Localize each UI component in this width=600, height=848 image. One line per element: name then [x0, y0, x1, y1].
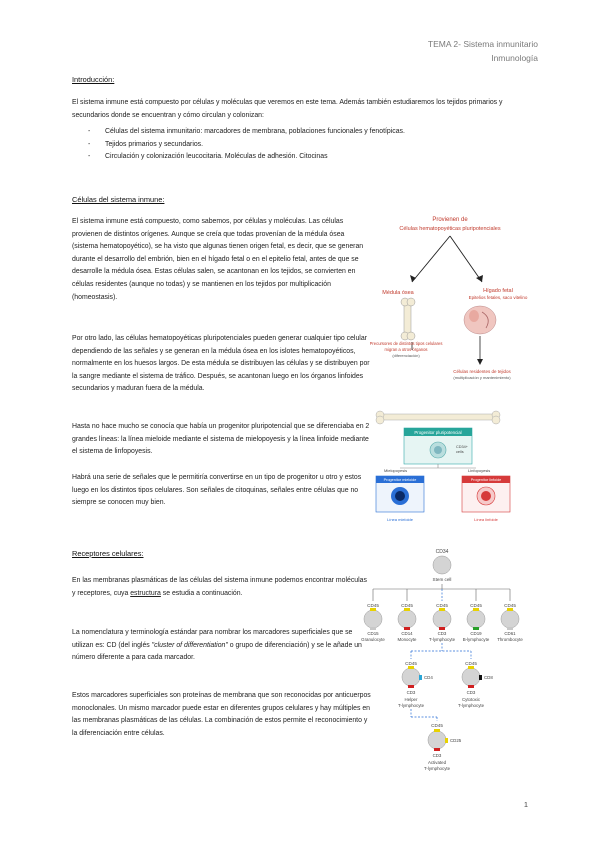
cell-name-label: T-lymphocyte: [457, 703, 485, 708]
intro-bullet: - Tejidos primarios y secundarios.: [88, 139, 528, 152]
arrow-head: [410, 275, 416, 282]
cd-top-label: CD45: [470, 603, 482, 608]
myeloid-nucleus: [395, 491, 405, 501]
activated-t-node: [424, 723, 462, 771]
monocyte-node: [397, 589, 417, 642]
arrow-left: [412, 236, 450, 282]
receptors-paragraph-1: [72, 575, 372, 600]
cd-top-label: CD45: [367, 603, 379, 608]
intro-paragraph: El sistema inmune está compuesto por células y moléculas que veremos en este tema. Además también estudiaremos los tejidos primarios y secundarios donde se encuentran y cómo circulan y colonizan:: [72, 99, 503, 119]
bone-marrow-label: Médula ósea: [382, 290, 414, 296]
progenitor-cd-label-1: CD34+: [456, 445, 468, 449]
text-span: o grupo de diferenciación) y se le añade un número diferente a para cada marcador.: [72, 641, 362, 662]
helper-t-node: [398, 661, 433, 708]
monocyte-cell: [398, 610, 416, 628]
b-lymphocyte-node: [463, 589, 490, 642]
granulocyte-node: [361, 589, 385, 642]
progenitor-cd-label-2: cells: [456, 450, 464, 454]
cd3-marker: [408, 685, 414, 688]
cd-top-label: CD45: [405, 661, 417, 666]
stem-cell-label: Stem cell: [432, 577, 452, 582]
cd-bottom-label: CD3: [466, 690, 476, 695]
intro-bullet: - Circulación y colonización leucocitaria. Moléculas de adhesión. Citocinas: [88, 151, 528, 164]
cd-bottom-label: CD19: [470, 631, 482, 636]
progenitor-nucleus: [434, 446, 442, 454]
receptors-paragraph-2: [72, 627, 372, 665]
cd45-marker: [404, 608, 410, 611]
cd45-marker: [370, 608, 376, 611]
document-header: [428, 37, 538, 65]
cell-name-label: Monocyte: [397, 637, 417, 642]
cells-paragraph-3: Hasta no hace mucho se conocía que había un progenitor pluripotencial que se diferenciaba en 2 grandes líneas: la línea mieloide mediante el sistema de mielopoyesis y la línea linfoide mediante el sistema de linfopoyesis.: [72, 423, 370, 456]
lymphoid-line-label: Línea linfoide: [474, 517, 498, 522]
embryo-icon: [464, 306, 496, 334]
receptors-paragraph-3: Estos marcadores superficiales son proteínas de membrana que son reconocidas por anticuerpos monoclonales. Un mismo marcador puede estar en diferentes grupos celulares y hay múltiples en las membranas plasmáticas de las células. La combinación de estos permite el reconocimiento y la diferenciación entre células.: [72, 692, 371, 737]
cd8-marker: [479, 675, 482, 680]
precursors-label-3: (diferenciación): [392, 353, 420, 358]
cell-name-label: Helper: [404, 697, 418, 702]
granulocyte-cell: [364, 610, 382, 628]
cd3-marker: [434, 748, 440, 751]
cd-top-label: CD45: [436, 603, 448, 608]
resident-cells-label-1: Células residentes de tejidos: [453, 369, 511, 374]
t-lymphocyte-cell: [433, 610, 451, 628]
cells-paragraph-1: El sistema inmune está compuesto, como sabemos, por células y moléculas. Las células provienen de distintos orígenes. Aunque se creía que todas provenían de la médula ósea (sistema hematopoyético), se ha visto que algunas tienen origen fetal, es decir, que se generan durante el desarrollo del embrión, bien en el hígado fetal o en el epitelio fetal, antes de que se desarrolle la médula ósea. Estas células salen, se acantonan en los tejidos, se convierten en células residentes (aunque no todas) y se mantienen en los tejidos por multiplicación (homeostasis).: [72, 218, 364, 301]
header-title: TEMA 2- Sistema inmunitario: [427, 39, 538, 49]
cd3-marker: [468, 685, 474, 688]
cd-bottom-label: CD3: [432, 753, 442, 758]
cd-side-label: CD4: [424, 675, 433, 680]
cd45-marker: [473, 608, 479, 611]
myeloid-line-label: Línea mieloide: [386, 517, 414, 522]
helper-t-cell: [402, 668, 420, 686]
fetal-epithelia-label: Epitelios fetales, saco vitelino: [468, 295, 528, 300]
intro-heading: Introducción:: [72, 75, 115, 84]
cd-side-label: CD8: [484, 675, 493, 680]
cd-marker: [404, 627, 410, 630]
intro-bullet-list: [88, 126, 528, 164]
cell-origin-figure: [370, 212, 530, 388]
activated-t-cell: [428, 731, 446, 749]
bone-icon: [401, 298, 415, 340]
cells-heading: Células del sistema inmune:: [72, 195, 165, 204]
lymphoid-nucleus: [481, 491, 491, 501]
stem-cd-label: CD34: [435, 549, 449, 555]
intro-bullet: - Células del sistema inmunitario: marcadores de membrana, poblaciones funcionales y fenotípicas.: [88, 126, 528, 139]
b-lymphocyte-cell: [467, 610, 485, 628]
arrow-head: [477, 359, 483, 365]
arrow-right: [450, 236, 482, 282]
fig1-title-2: Células hematopoyéticas pluripotenciales: [399, 226, 501, 232]
cd-top-label: CD45: [401, 603, 413, 608]
cells-paragraph-4: Habrá una serie de señales que le permitiría convertirse en un tipo de progenitor u otro y estos luego en los distintos tipos celulares. Son señales de citoquinas, señales entre células que no siempre se conocen muy bien.: [72, 474, 362, 507]
cell-name-label: Thrombocyte: [497, 637, 523, 642]
cd-marker: [507, 627, 513, 630]
t-lymphocyte-node: [429, 589, 456, 642]
fetal-liver-label: Hígado fetal: [483, 288, 513, 294]
cells-paragraph-2: Por otro lado, las células hematopoyéticas pluripotenciales pueden generar cualquier tipo celular dependiendo de las señales y se generan en la médula ósea en los islotes hematopoyéticos, normalmente en los huesos largos. De esta médula se distribuyen las células y se distribuyen por la sangre mediante el sistema de tráfico. Después, se acantonan luego en los órganos linfoides secundarios y maduran fuera de la médula.: [72, 335, 370, 393]
cell-name-label: T-lymphocyte: [428, 637, 456, 642]
cell-name-label: Granulocyte: [361, 637, 385, 642]
myelopoiesis-label: Mielopoyesis: [384, 468, 408, 473]
precursors-label-2: migran a otros órganos: [384, 347, 428, 352]
page-number: 1: [523, 800, 528, 809]
text-span: se estudia a continuación.: [160, 589, 243, 597]
cytotoxic-t-node: [458, 661, 493, 708]
cd-marker-tree-figure: [355, 545, 530, 780]
thrombocyte-node: [497, 589, 523, 642]
text-italic: "cluster of differentiation": [151, 641, 228, 649]
cd45-marker: [507, 608, 513, 611]
cell-name-label: T-lymphocyte: [423, 766, 451, 771]
fig1-title-1: Provienen de: [432, 217, 468, 223]
progenitor-label: Progenitor pluripotencial: [414, 430, 462, 435]
thrombocyte-cell: [501, 610, 519, 628]
cell-name-label: Cytotoxic: [461, 697, 481, 702]
stem-cell: [433, 556, 451, 574]
cd-bottom-label: CD3: [406, 690, 416, 695]
progenitor-lineage-figure: [370, 410, 530, 526]
lymphopoiesis-label: Linfopoyesis: [468, 468, 491, 473]
bone-icon: [376, 411, 500, 424]
myeloid-progenitor-label: Progenitor mieloide: [383, 478, 417, 482]
cd45-marker: [408, 666, 414, 669]
cell-name-label: T-lymphocyte: [397, 703, 425, 708]
cd-bottom-label: CD15: [367, 631, 379, 636]
cd25-marker: [445, 738, 448, 743]
cd45-marker: [434, 729, 440, 732]
cd-bottom-label: CD3: [437, 631, 447, 636]
cytotoxic-t-cell: [462, 668, 480, 686]
header-subject: Inmunología: [491, 53, 538, 63]
cd-marker: [473, 627, 479, 630]
structure-link[interactable]: estructura: [130, 589, 161, 597]
arrow-head: [476, 275, 483, 282]
cell-name-label: Activated: [427, 760, 447, 765]
receptors-heading: Receptores celulares:: [72, 549, 144, 558]
cd-top-label: CD45: [465, 661, 477, 666]
cd45-marker: [439, 608, 445, 611]
cd-bottom-label: CD61: [504, 631, 516, 636]
cd-marker: [370, 627, 376, 630]
cd-side-label: CD25: [450, 738, 462, 743]
cd-top-label: CD45: [431, 723, 443, 728]
cd-marker: [439, 627, 445, 630]
cd-bottom-label: CD14: [401, 631, 413, 636]
resident-cells-label-2: (multiplicación y mantenimiento): [453, 375, 511, 380]
lymphoid-progenitor-label: Progenitor linfoide: [470, 478, 502, 482]
cell-name-label: B-lymphocyte: [462, 637, 490, 642]
cd4-marker: [419, 675, 422, 680]
precursors-label-1: Precursores de distintos tipos celulares: [370, 341, 443, 346]
text-span: La nomenclatura y terminología estándar para nombrar los marcadores superficiales que se utilizan es: CD (del inglés: [72, 629, 353, 649]
cd-top-label: CD45: [504, 603, 516, 608]
cd45-marker: [468, 666, 474, 669]
text-span: En las membranas plasmáticas de las células del sistema inmune podemos encontrar moléculas y receptores, cuya: [72, 577, 367, 597]
